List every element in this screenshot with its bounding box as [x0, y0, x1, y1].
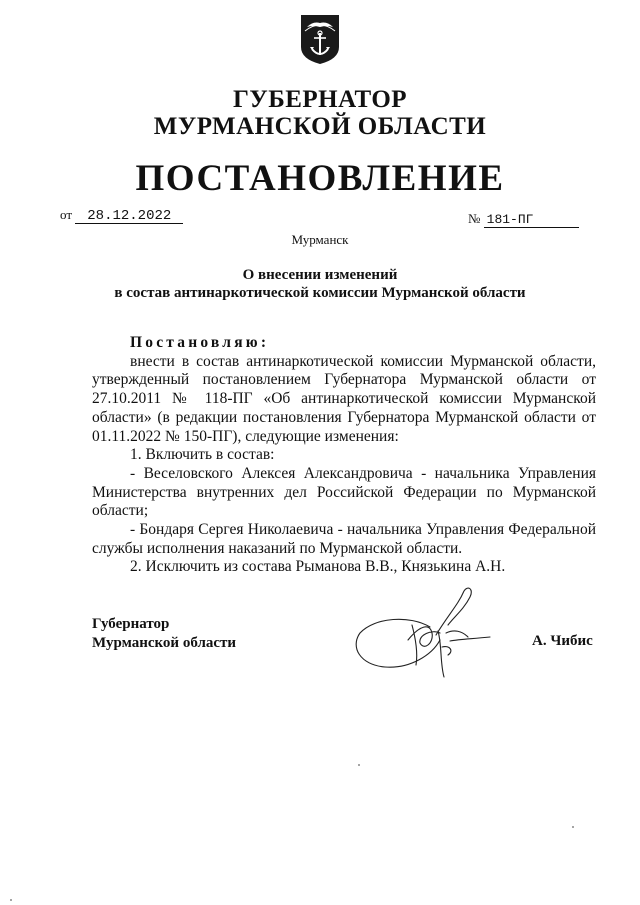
item-2: 2. Исключить из состава Рыманова В.В., Князькина А.Н.: [130, 558, 506, 576]
scan-speck: [358, 764, 360, 766]
intro-paragraph: внести в состав антинаркотической комиссии Мурманской области, утвержденный постановлением Губернатора Мурманской области от 27.10.2011 № 118-ПГ «Об антинаркотической комиссии Мурманской области» (в редакции постановления Губернатора Мурманской области от 01.11.2022 № 150-ПГ), следующие изменения:: [92, 352, 596, 445]
signatory-title: [92, 615, 236, 652]
number-prefix: №: [468, 211, 481, 226]
issuer-line-2: МУРМАНСКОЙ ОБЛАСТИ: [153, 113, 487, 140]
document-subject: [0, 266, 640, 302]
scan-speck: [572, 826, 574, 828]
item-1-b: - Бондаря Сергея Николаевича - начальника Управления Федеральной службы исполнения наказаний по Мурманской области.: [92, 521, 596, 557]
issuer-line-1: ГУБЕРНАТОР: [232, 86, 408, 113]
item-1: 1. Включить в состав:: [130, 446, 275, 464]
subject-line-2: в состав антинаркотической комиссии Мурманской области: [114, 285, 526, 301]
signatory-title-line-2: Мурманской области: [92, 634, 237, 651]
signatory-name: А. Чибис: [532, 633, 593, 649]
scan-speck: [10, 899, 12, 901]
date-field: [60, 207, 183, 224]
document-body: [92, 334, 596, 577]
date-prefix: от: [60, 207, 73, 222]
item-1-a: - Веселовского Алексея Александровича - начальника Управления Министерства внутренних дел Российской Федерации по Мурманской области;: [92, 464, 596, 520]
number-field: [468, 211, 579, 228]
subject-line-1: О внесении изменений: [242, 267, 398, 283]
handwritten-signature: [350, 585, 500, 680]
city: Мурманск: [291, 232, 349, 247]
signatory-title-line-1: Губернатор: [92, 616, 170, 632]
document-type: ПОСТАНОВЛЕНИЕ: [135, 158, 505, 199]
number-value: 181-ПГ: [484, 213, 579, 228]
decree-word: Постановляю:: [130, 334, 270, 351]
murmansk-coat-of-arms-icon: [299, 13, 341, 65]
date-value: 28.12.2022: [75, 209, 183, 224]
issuer-heading: [0, 86, 640, 140]
